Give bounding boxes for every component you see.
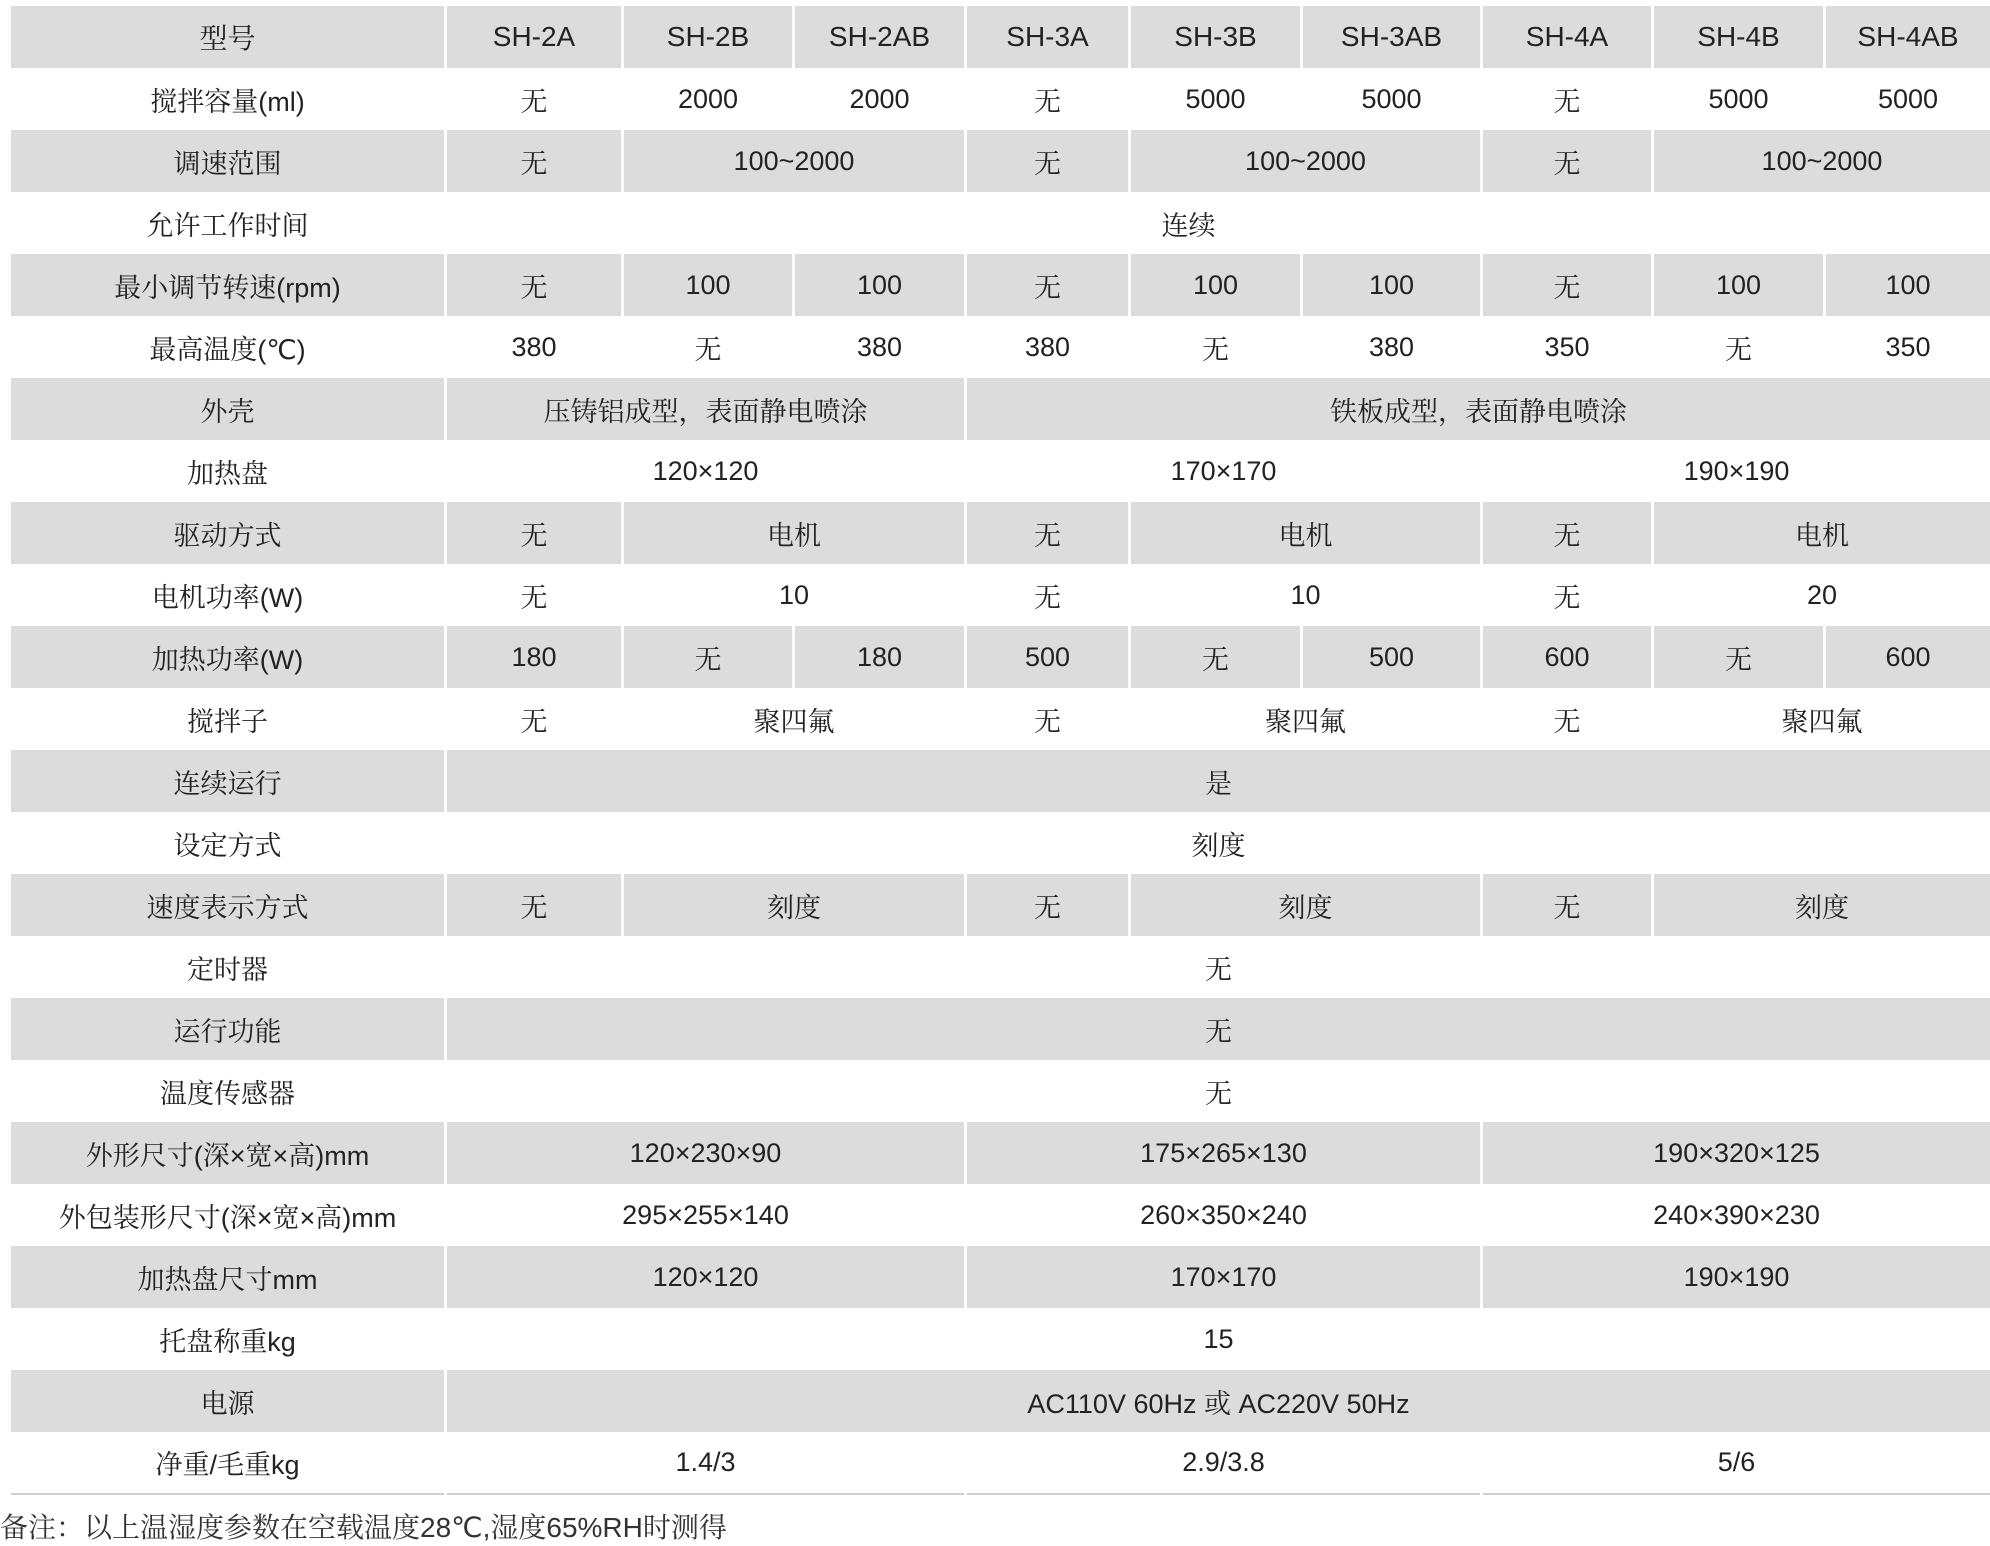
table-cell: 15 (446, 1308, 1990, 1370)
row-label: 调速范围 (10, 130, 446, 192)
row-label: 外形尺寸(深×宽×高)mm (10, 1122, 446, 1184)
table-cell: 无 (623, 626, 794, 688)
table-cell: 2.9/3.8 (966, 1432, 1482, 1494)
table-cell: 无 (1482, 502, 1653, 564)
table-cell: 无 (446, 874, 623, 936)
table-cell: 380 (1302, 316, 1482, 378)
table-cell: 无 (1482, 254, 1653, 316)
table-cell: 100 (1130, 254, 1302, 316)
table-cell: 刻度 (1130, 874, 1482, 936)
table-cell: 10 (623, 564, 966, 626)
model-name: SH-3B (1130, 6, 1302, 68)
table-cell: 聚四氟 (1130, 688, 1482, 750)
table-row (10, 1246, 1990, 1308)
table-cell: 100 (623, 254, 794, 316)
row-label: 外壳 (10, 378, 446, 440)
table-cell: 100 (794, 254, 966, 316)
table-cell: 180 (794, 626, 966, 688)
table-cell: 2000 (623, 68, 794, 130)
table-cell: 连续 (446, 192, 1990, 254)
table-cell: 无 (1482, 874, 1653, 936)
table-cell: 无 (966, 68, 1130, 130)
table-cell: 铁板成型，表面静电喷涂 (966, 378, 1990, 440)
row-label: 加热盘 (10, 440, 446, 502)
table-row (10, 254, 1990, 316)
row-label: 运行功能 (10, 998, 446, 1060)
table-row (10, 378, 1990, 440)
table-cell: 无 (966, 130, 1130, 192)
table-cell: 295×255×140 (446, 1184, 966, 1246)
table-cell: 10 (1130, 564, 1482, 626)
table-cell: 350 (1482, 316, 1653, 378)
table-cell: 5000 (1130, 68, 1302, 130)
model-name: SH-2A (446, 6, 623, 68)
table-cell: 120×120 (446, 440, 966, 502)
table-cell: 170×170 (966, 1246, 1482, 1308)
table-cell: 20 (1653, 564, 1990, 626)
row-label: 设定方式 (10, 812, 446, 874)
table-row (10, 688, 1990, 750)
table-cell: 无 (1130, 316, 1302, 378)
table-cell: 刻度 (446, 812, 1990, 874)
table-cell: 380 (966, 316, 1130, 378)
table-cell: 1.4/3 (446, 1432, 966, 1494)
footnote: 备注：以上温湿度参数在空载温度28℃,湿度65%RH时测得 (0, 1506, 727, 1546)
table-row (10, 750, 1990, 812)
table-row (10, 1370, 1990, 1432)
table-cell: 100~2000 (623, 130, 966, 192)
table-cell: AC110V 60Hz 或 AC220V 50Hz (446, 1370, 1990, 1432)
row-label: 搅拌子 (10, 688, 446, 750)
table-cell: 无 (446, 1060, 1990, 1122)
table-cell: 无 (446, 502, 623, 564)
spec-table (8, 6, 1990, 1495)
table-row (10, 1308, 1990, 1370)
table-cell: 5000 (1825, 68, 1990, 130)
table-row (10, 440, 1990, 502)
row-label: 连续运行 (10, 750, 446, 812)
table-row (10, 316, 1990, 378)
table-row (10, 1432, 1990, 1494)
table-cell: 无 (1130, 626, 1302, 688)
table-row (10, 1122, 1990, 1184)
table-cell: 无 (446, 130, 623, 192)
row-label: 加热盘尺寸mm (10, 1246, 446, 1308)
table-cell: 170×170 (966, 440, 1482, 502)
table-cell: 无 (966, 254, 1130, 316)
table-row (10, 998, 1990, 1060)
row-label: 速度表示方式 (10, 874, 446, 936)
table-cell: 无 (1653, 626, 1825, 688)
table-cell: 无 (966, 688, 1130, 750)
table-cell: 电机 (623, 502, 966, 564)
table-cell: 100 (1653, 254, 1825, 316)
table-cell: 500 (1302, 626, 1482, 688)
table-cell: 聚四氟 (623, 688, 966, 750)
table-cell: 无 (446, 936, 1990, 998)
table-cell: 无 (446, 564, 623, 626)
table-cell: 电机 (1130, 502, 1482, 564)
table-cell: 压铸铝成型，表面静电喷涂 (446, 378, 966, 440)
model-name: SH-4A (1482, 6, 1653, 68)
table-cell: 120×230×90 (446, 1122, 966, 1184)
table-cell: 无 (1482, 564, 1653, 626)
table-cell: 190×190 (1482, 440, 1990, 502)
table-row (10, 1060, 1990, 1122)
row-label: 电源 (10, 1370, 446, 1432)
table-cell: 电机 (1653, 502, 1990, 564)
table-cell: 380 (794, 316, 966, 378)
table-cell: 100 (1825, 254, 1990, 316)
table-row (10, 130, 1990, 192)
table-row (10, 502, 1990, 564)
table-cell: 260×350×240 (966, 1184, 1482, 1246)
table-cell: 刻度 (1653, 874, 1990, 936)
table-cell: 无 (1653, 316, 1825, 378)
table-row (10, 192, 1990, 254)
table-cell: 100~2000 (1130, 130, 1482, 192)
table-cell: 无 (1482, 68, 1653, 130)
table-cell: 350 (1825, 316, 1990, 378)
table-cell: 500 (966, 626, 1130, 688)
table-cell: 2000 (794, 68, 966, 130)
header-label: 型号 (10, 6, 446, 68)
row-label: 定时器 (10, 936, 446, 998)
row-label: 电机功率(W) (10, 564, 446, 626)
table-cell: 120×120 (446, 1246, 966, 1308)
row-label: 托盘称重kg (10, 1308, 446, 1370)
table-cell: 无 (1482, 688, 1653, 750)
row-label: 加热功率(W) (10, 626, 446, 688)
table-row (10, 874, 1990, 936)
row-label: 最小调节转速(rpm) (10, 254, 446, 316)
table-row (10, 936, 1990, 998)
table-row (10, 1184, 1990, 1246)
table-cell: 无 (446, 998, 1990, 1060)
row-label: 温度传感器 (10, 1060, 446, 1122)
row-label: 外包装形尺寸(深×宽×高)mm (10, 1184, 446, 1246)
model-name: SH-3A (966, 6, 1130, 68)
table-cell: 是 (446, 750, 1990, 812)
table-cell: 190×190 (1482, 1246, 1990, 1308)
table-cell: 190×320×125 (1482, 1122, 1990, 1184)
table-cell: 无 (446, 68, 623, 130)
table-cell: 380 (446, 316, 623, 378)
row-label: 允许工作时间 (10, 192, 446, 254)
table-cell: 无 (1482, 130, 1653, 192)
table-row (10, 626, 1990, 688)
header-row (10, 6, 1990, 68)
table-cell: 240×390×230 (1482, 1184, 1990, 1246)
table-cell: 刻度 (623, 874, 966, 936)
row-label: 净重/毛重kg (10, 1432, 446, 1494)
table-cell: 无 (446, 688, 623, 750)
table-cell: 600 (1482, 626, 1653, 688)
row-label: 最高温度(℃) (10, 316, 446, 378)
table-cell: 无 (966, 564, 1130, 626)
table-row (10, 812, 1990, 874)
table-cell: 175×265×130 (966, 1122, 1482, 1184)
spec-table-body (10, 6, 1990, 1494)
model-name: SH-3AB (1302, 6, 1482, 68)
table-cell: 5/6 (1482, 1432, 1990, 1494)
table-cell: 无 (966, 502, 1130, 564)
table-cell: 600 (1825, 626, 1990, 688)
row-label: 驱动方式 (10, 502, 446, 564)
table-cell: 无 (446, 254, 623, 316)
table-row (10, 68, 1990, 130)
model-name: SH-4B (1653, 6, 1825, 68)
table-cell: 5000 (1653, 68, 1825, 130)
table-row (10, 564, 1990, 626)
table-cell: 180 (446, 626, 623, 688)
table-cell: 5000 (1302, 68, 1482, 130)
table-cell: 无 (966, 874, 1130, 936)
table-cell: 100~2000 (1653, 130, 1990, 192)
table-cell: 无 (623, 316, 794, 378)
row-label: 搅拌容量(ml) (10, 68, 446, 130)
table-cell: 聚四氟 (1653, 688, 1990, 750)
model-name: SH-2B (623, 6, 794, 68)
model-name: SH-2AB (794, 6, 966, 68)
model-name: SH-4AB (1825, 6, 1990, 68)
table-cell: 100 (1302, 254, 1482, 316)
